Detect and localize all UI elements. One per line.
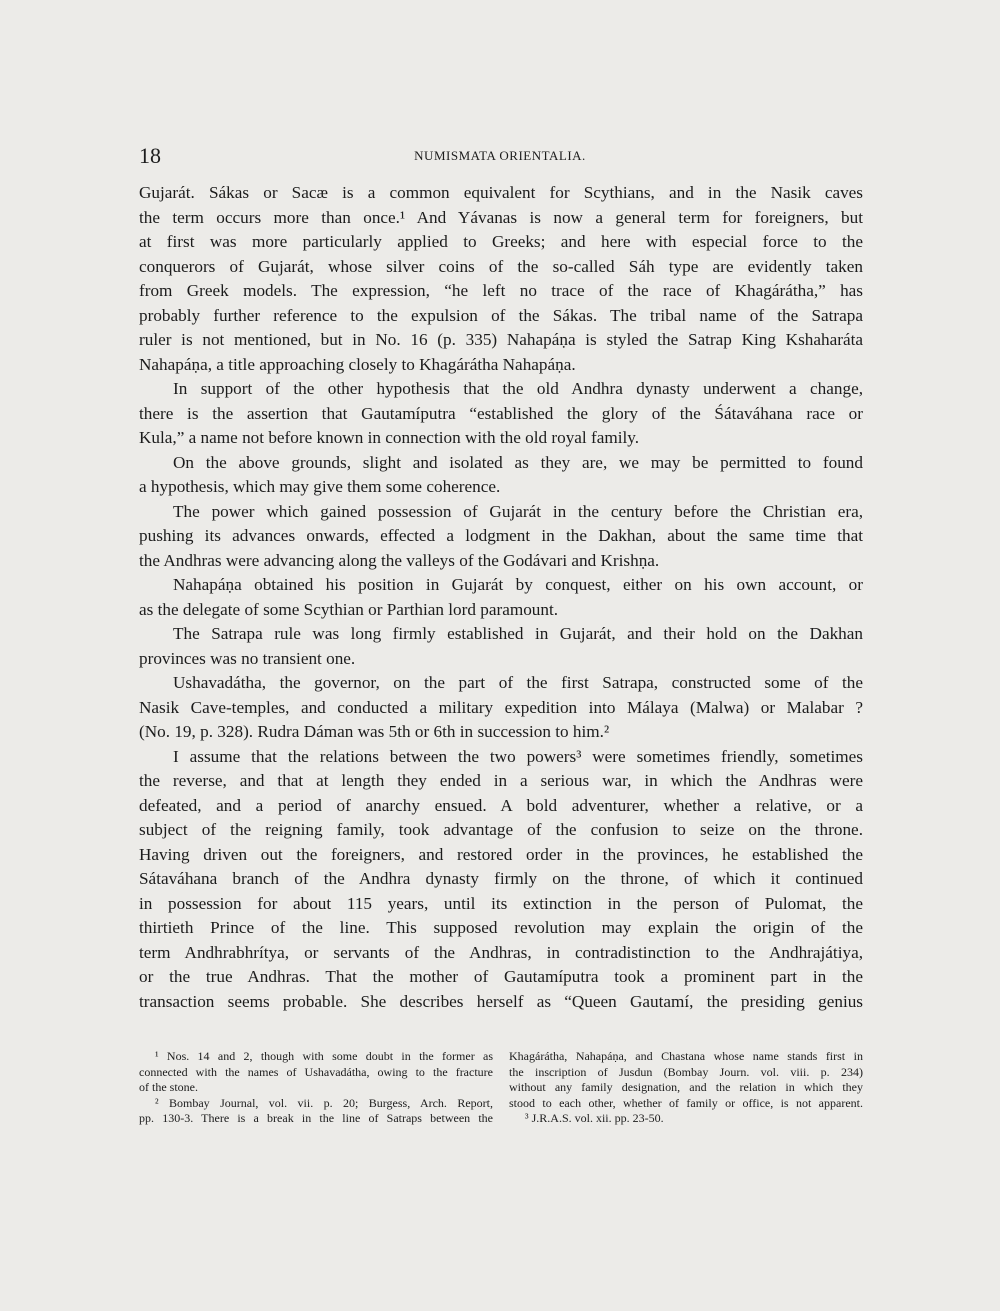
text-line: from Greek models. The expression, “he left no trace of the race of Khagárátha,” has [139,281,863,300]
text-line: The power which gained possession of Gujarát in the century before the Christian era, [173,501,863,521]
text-line: term Andhrabhrítya, or servants of the Andhras, in contradistinction to the Andhrajátiya, [139,942,863,962]
text-line: Gujarát. Sákas or Sacæ is a common equivalent for Scythians, and in the Nasik caves [139,183,863,202]
text-line: provinces was no transient one. [139,648,356,668]
footnotes-right-column [509,1049,863,1127]
footnote-line: stood to each other, whether of family or office, is not apparent. [509,1095,863,1110]
running-title: NUMISMATA ORIENTALIA. [414,148,586,163]
footnotes-left-column [139,1049,493,1127]
text-line: in possession for about 115 years, until its extinction in the person of Pulomat, the [139,893,863,913]
text-line: (No. 19, p. 328). Rudra Dáman was 5th or 6th in succession to him.² [139,722,610,741]
text-line: Nahapáṇa, a title approaching closely to Khagárátha Nahapáṇa. [139,354,576,374]
text-line: pushing its advances onwards, effected a lodgment in the Dakhan, about the same time that [139,526,863,545]
text-line: subject of the reigning family, took advantage of the confusion to seize on the throne. [139,820,863,839]
footnote-line: ¹ Nos. 14 and 2, though with some doubt in the former as [155,1049,493,1063]
text-line: Ushavadátha, the governor, on the part of the first Satrapa, constructed some of the [173,673,863,692]
page-number: 18 [139,143,161,168]
text-line: defeated, and a period of anarchy ensued. A bold adventurer, whether a relative, or a [139,795,863,815]
text-line: transaction seems probable. She describes herself as “Queen Gautamí, the presiding genius [139,991,863,1011]
text-line: I assume that the relations between the two powers³ were sometimes friendly, sometimes [173,746,863,766]
footnote-line: ³ J.R.A.S. vol. xii. pp. 23-50. [525,1111,664,1125]
footnotes [139,1049,863,1127]
text-line: the term occurs more than once.¹ And Yávanas is now a general term for foreigners, but [139,207,863,227]
text-line: ruler is not mentioned, but in No. 16 (p. 335) Nahapáṇa is styled the Satrap King Kshaharáta [139,330,863,349]
text-line: Nahapáṇa obtained his position in Gujarát by conquest, either on his own account, or [173,575,863,594]
footnote-line: of the stone. [139,1080,198,1094]
text-line: the reverse, and that at length they ended in a serious war, in which the Andhras were [139,771,863,790]
text-line: probably further reference to the expulsion of the Sákas. The tribal name of the Satrapa [139,305,863,325]
text-line: Nasik Cave-temples, and conducted a military expedition into Málaya (Malwa) or Malabar ? [139,697,863,717]
text-line: as the delegate of some Scythian or Parthian lord paramount. [139,599,559,619]
text-line: Having driven out the foreigners, and restored order in the provinces, he established the [139,844,863,864]
footnote-line: Khagárátha, Nahapáṇa, and Chastana whose name stands first in [509,1049,863,1063]
text-line: or the true Andhras. That the mother of Gautamíputra took a prominent part in the [139,967,863,986]
footnote-line: pp. 130-3. There is a break in the line of Satraps between the [139,1111,493,1125]
text-line: there is the assertion that Gautamíputra “established the glory of the Śátaváhana race or [139,403,863,423]
footnote-line: ² Bombay Journal, vol. vii. p. 20; Burgess, Arch. Report, [155,1095,493,1110]
text-line: In support of the other hypothesis that the old Andhra dynasty underwent a change, [173,379,863,398]
footnote-line: the inscription of Jusdun (Bombay Journ. vol. viii. p. 234) [509,1064,863,1079]
footnote-line: connected with the names of Ushavadátha, owing to the fracture [139,1064,493,1079]
text-line: a hypothesis, which may give them some coherence. [139,477,501,496]
text-line: On the above grounds, slight and isolated as they are, we may be permitted to found [173,452,863,472]
footnote-line: without any family designation, and the relation in which they [509,1080,863,1094]
text-line: Kula,” a name not before known in connection with the old royal family. [139,428,640,447]
text-line: conquerors of Gujarát, whose silver coins of the so-called Sáh type are evidently taken [139,256,863,276]
text-line: thirtieth Prince of the line. This supposed revolution may explain the origin of the [139,918,863,937]
body-text [139,181,863,1014]
text-line: at first was more particularly applied to Greeks; and here with especial force to the [139,232,863,251]
text-line: the Andhras were advancing along the valleys of the Godávari and Krishṇa. [139,550,660,570]
text-line: The Satrapa rule was long firmly established in Gujarát, and their hold on the Dakhan [173,624,863,643]
text-line: Sátaváhana branch of the Andhra dynasty firmly on the throne, of which it continued [139,869,863,888]
